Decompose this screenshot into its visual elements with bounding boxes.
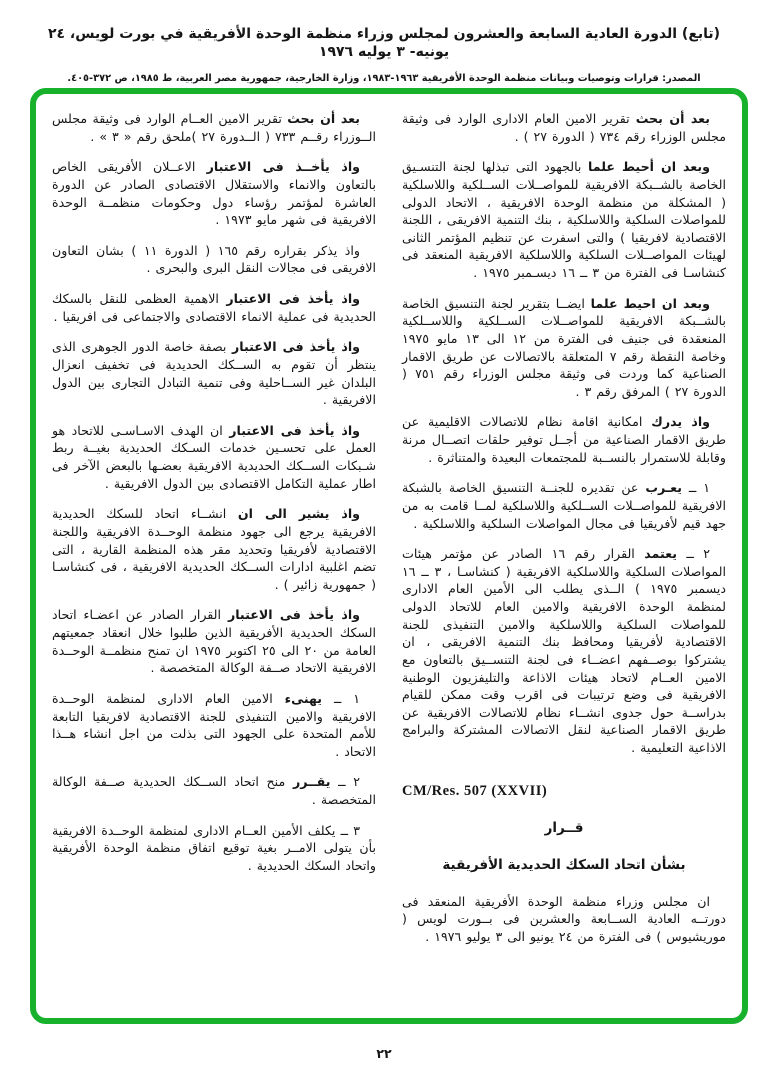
- section-heading: قــرار: [544, 819, 584, 836]
- paragraph: واذ يذكر بقراره رقم ١٦٥ ( الدورة ١١ ) بشان التعاون الافريقى فى مجالات النقل البرى والبحرى .: [52, 242, 376, 276]
- paragraph: ٢ ــ يعتمد القرار رقم ١٦ الصادر عن مؤتمر هيئات المواصلات السلكية واللاسلكية الافريقية ( كنشاسـا ، ٣ ــ ١٦ ديسمبر ١٩٧٥ ) الــذى يطلب الى الأمين العام الادارى لمنظمة الوحدة الافريقية والامين العام للاتحاد الدولى للمواصلات السلكية واللاسلكية والامين التنفيذى للجنة الاقتصادية لأفريقيا ومحافظ بنك التنمية الافريقى ، ان يشتركوا بوصــفهم اعضــاء فى لجنة التنســيق بالتعاون مع الامين العــام لاتحاد هيئات الاذاعة والتليفزيون الوطنية الافريقية فى وضع ترتيبات فى اقرب وقت ممكن للقيام بدراســة حول جدوى انشــاء نظام للاتصالات الافريقية عن طريق الاقمار الصناعية لنقل الاتصالات المشتركة والبرامج الاذاعية التعليمية .: [402, 546, 726, 755]
- session-title: (تابع) الدورة العادية السابعة والعشرون لمجلس وزراء منظمة الوحدة الأفريقية في بورت لويس، ٢٤ يونيه- ٣ يوليه ١٩٧٦: [47, 26, 721, 61]
- paragraph-lead: يعتمد: [644, 546, 677, 562]
- paragraph: واذ يأخــذ فى الاعتبار الاعــلان الأفريقى الخاص بالتعاون والانماء والاستقلال الاقتصادى الصادر عن الدورة العاشرة لمؤتمر رؤساء دول وحكومات منظمــة الوحدة الافريقية فى شهر مايو ١٩٧٣ .: [52, 159, 376, 228]
- paragraph: واذ يأخذ فى الاعتبار ان الهدف الاسـاسـى للاتحاد هو العمل على تحسـين خدمات السـكك الحديدية بغيــة ربط شـبكات الســكك الحديدية الافريقية بعضـها بالبعض الآخر فى اطار عملية التكامل الاقتصادى بين الدول الافريقية .: [52, 422, 376, 491]
- paragraph: واذ يدرك امكانية اقامة نظام للاتصالات الاقليمية عن طريق الاقمار الصناعية من أجــل توفير حلقات اتصــال مرنة وقابلة للاستمرار بالنســبة للمجتمعات البعيدة والمتناثرة .: [402, 414, 726, 465]
- resolution-reference: CM/Res. 507 (XXVII): [402, 782, 548, 799]
- paragraph-lead: واذ يأخــذ فى الاعتبار: [206, 159, 360, 175]
- paragraph-lead: واذ يشير الى ان: [237, 506, 360, 522]
- paragraph-lead: واذ يأخذ فى الاعتبار: [229, 422, 360, 438]
- paragraph: وبعد ان احيط علما ايضــا بتقرير لجنة التنسيق الخاصة بالشــبكة الافريقية للمواصــلات الســلكية واللاســلكية المنعقدة فى جنيف فى الفترة من ١٢ الى ١٣ مايو ١٩٧٥ وخاصة النقطة رقم ٧ المتعلقة بالاتصالات عن طريق الاقمار الصناعية كما وردت فى وثيقة مجلس الوزراء رقم ٧٥١ ( الدورة ٢٧ ) المرفق رقم ٣ .: [402, 295, 727, 399]
- content-border-frame: [30, 88, 748, 1024]
- paragraph: واذ يشير الى ان انشــاء اتحاد للسكك الحديدية الافريقية يرجع الى جهود منظمة الوحــدة الافريقية واللجنة الاقتصادية لأفريقيا وتحديد مقر هذه المنظمة القارية ، التى تضم اغلبية ادارات الســكك الحديدية الافريقية ، فى كنشاسـا ( جمهورية زائير ) .: [52, 506, 376, 592]
- section-heading: بشأن اتحاد السكك الحديدية الأفريقية: [442, 856, 686, 873]
- source-citation: المصدر: قرارات وتوصيات وبيانات منظمة الوحدة الأفريقية ١٩٦٣-١٩٨٣، وزارة الخارجية، جمهورية مصر العربية، ط ١٩٨٥، ص ٣٧٢-٤٠٥.: [67, 73, 701, 85]
- column-right: [402, 110, 726, 1018]
- page-number: ٢٢: [376, 1046, 392, 1061]
- paragraph: واذ يأخذ فى الاعتبار بصفة خاصة الدور الجوهرى الذى ينتظر أن تقوم به الســكك الحديدية فى تخفيف انعزال البلدان غير الســاحلية وفى تنمية التبادل التجارى بين الدول الافريقية .: [52, 339, 376, 408]
- paragraph: ٣ ــ يكلف الأمين العــام الادارى لمنظمة الوحــدة الافريقية بأن يتولى الامــر بغية توقيع اتفاق منظمة الوحدة الأفريقية واتحاد السكك الحديدية .: [52, 822, 376, 873]
- paragraph: بعد أن بحث تقرير الامين العام الادارى الوارد فى وثيقة مجلس الوزراء رقم ٧٣٤ ( الدورة ٢٧ ) .: [402, 111, 726, 144]
- paragraph-lead: يهنىء: [284, 690, 323, 706]
- paragraph-lead: يعـرب: [645, 480, 683, 496]
- paragraph: واذ يأخذ فى الاعتبار الاهمية العظمى للنقل بالسكك الحديدية فى عملية الانماء الاقتصادى والاجتماعى فى افريقيا .: [52, 291, 376, 324]
- paragraph: ١ ــ يهنىء الامين العام الادارى لمنظمة الوحــدة الافريقية والامين التنفيذى للجنة الاقتصادية لافريقيا التابعة للأمم المتحدة على الجهود التى بذلت من اجل انشاء هــذا الاتحاد .: [52, 690, 376, 759]
- two-column-text: [36, 94, 742, 1018]
- paragraph: بعد أن بحث تقرير الامين العــام الوارد فى وثيقة مجلس الــوزراء رقــم ٧٣٣ ( الــدورة ٢٧ )ملحق رقم « ٣ » .: [52, 111, 376, 144]
- paragraph: ١ ــ يعـرب عن تقديره للجنــة التنسيق الخاصة بالشبكة الافريقية للمواصــلات الســلكية واللاسلكية لمــا قامت به من جهد قيم لأفريقيا فى مجال المواصلات السلكية واللاسلكية .: [402, 480, 726, 531]
- paragraph: ٢ ــ يقــرر منح اتحاد الســكك الحديدية صــفة الوكالة المتخصصة .: [52, 774, 376, 807]
- paragraph-lead: واذ يدرك: [651, 414, 710, 430]
- paragraph-lead: بعد أن بحث: [287, 111, 360, 126]
- paragraph-lead: بعد أن بحث: [635, 111, 710, 126]
- paragraph-lead: واذ يأخذ فى الاعتبار: [232, 339, 361, 355]
- page-header: [0, 0, 768, 84]
- paragraph: ان مجلس وزراء منظمة الوحدة الأفريقية المنعقد فى دورتــه العادية الســابعة والعشرين فى بــورت لويس ( موريشيوس ) فى الفترة من ٢٤ يونيو الى ٣ يوليو ١٩٧٦ .: [402, 893, 726, 944]
- paragraph-lead: واذ يأخذ فى الاعتبار: [227, 607, 360, 623]
- paragraph-lead: وبعد ان أحيط علما: [588, 159, 710, 175]
- paragraph-lead: واذ يأخذ فى الاعتبار: [226, 291, 360, 306]
- paragraph-lead: وبعد ان احيط علما: [590, 295, 710, 311]
- paragraph-lead: يقــرر: [292, 774, 331, 790]
- column-left: [52, 110, 376, 1018]
- paragraph: واذ يأخذ فى الاعتبار القرار الصادر عن اعضـاء اتحاد السكك الحديدية الأفريقية الذين طلبوا خلال انعقاد جمعيتهم العامة من ٢٠ الى ٢٥ اكتوبر ١٩٧٥ ان تمنح منظمــة الوحــدة الافريقية الاتحاد صــفة الوكالة المتخصصة .: [52, 607, 376, 676]
- paragraph: وبعد ان أحيط علما بالجهود التى تبذلها لجنة التنسـيق الخاصة بالشــبكة الافريقية للمواصــلات الســلكية واللاسلكية ( المشكلة من منظمة الوحدة الافريقية ، الاتحاد الدولى للمواصلات السلكية واللاسلكية ، بنك التنمية الافريقى ، اللجنة الاقتصادية لافريقيا ) والتى اسفرت عن تنظيم المؤتمر الثانى لهيئات المواصــلات السلكية واللاسلكية الافريقية المنعقد فى كنشاسـا فى الفترة من ٣ ــ ١٦ ديسـمبر ١٩٧٥ .: [402, 159, 726, 280]
